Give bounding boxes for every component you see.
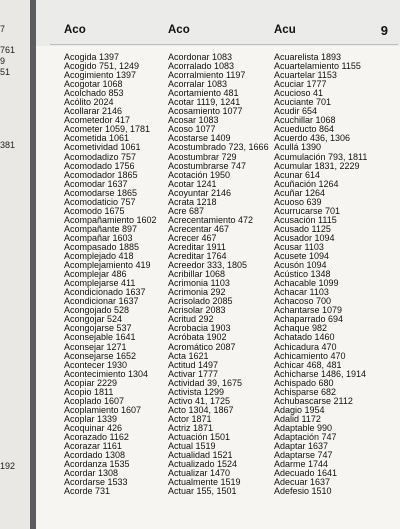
dictionary-entry: Acomodarse 1865	[64, 187, 138, 198]
dictionary-entry: Acortamiento 481	[168, 88, 239, 99]
dictionary-entry: Acorralmiento 1197	[168, 70, 246, 81]
dictionary-entry: Acontecimiento 1304	[64, 368, 149, 379]
dictionary-entry: Achicamiento 470	[274, 350, 346, 361]
dictionary-entry: Acrimonia 292	[168, 287, 226, 298]
dictionary-entry: Acollarar 2146	[64, 106, 123, 117]
dictionary-entry: Achatado 1460	[274, 332, 335, 343]
dictionary-entry: Acto 1304, 1867	[168, 404, 234, 415]
dictionary-entry: Actual 1519	[168, 441, 216, 452]
margin-fragment: 7	[0, 24, 6, 34]
dictionary-entry: Acuartelamiento 1155	[274, 61, 361, 72]
dictionary-entry: Acuartelar 1153	[274, 70, 337, 81]
dictionary-entry: Acotar 1241	[168, 178, 217, 189]
dictionary-entry: Acunar 614	[274, 169, 321, 180]
dictionary-entry: Acrobacia 1903	[168, 323, 231, 334]
dictionary-entry: Acusador 1094	[274, 232, 335, 243]
dictionary-entry: Actualmente 1519	[168, 477, 241, 488]
page-number: 9	[380, 23, 388, 38]
dictionary-entry: Adagio 1954	[274, 404, 325, 415]
dictionary-entry: Acongojarse 537	[64, 323, 132, 334]
dictionary-entry: Acontecer 1930	[64, 359, 128, 370]
dictionary-entry: Acoplar 1339	[64, 413, 118, 424]
dictionary-entry: Acreditar 1911	[168, 241, 226, 252]
dictionary-entry: Acusado 1125	[274, 223, 331, 234]
dictionary-entry: Acuñar 1264	[274, 187, 326, 198]
dictionary-entry: Acostarse 1409	[168, 133, 231, 144]
header-middle-guide-word: Aco	[168, 24, 190, 36]
margin-fragment: 192	[0, 461, 16, 471]
dictionary-entry: Acuciante 701	[274, 97, 332, 108]
dictionary-entry: Acometividad 1061	[64, 142, 141, 153]
dictionary-entry: Acompañante 897	[64, 223, 138, 234]
dictionary-entry: Acústico 1348	[274, 269, 331, 280]
dictionary-entry: Acoso 1077	[168, 124, 216, 135]
dictionary-entry: Acoyuntar 2146	[168, 187, 232, 198]
dictionary-entry: Acorazar 1161	[64, 441, 122, 452]
dictionary-entry: Acumulación 793, 1811	[274, 151, 368, 162]
dictionary-entry: Achacar 1103	[274, 287, 329, 298]
dictionary-entry: Acoquinar 426	[64, 422, 123, 433]
dictionary-entry: Adaptarse 747	[274, 450, 333, 461]
entries-column-2	[168, 53, 269, 496]
dictionary-entry: Acolchado 853	[64, 88, 124, 99]
dictionary-entry: Acordado 1308	[64, 450, 126, 461]
dictionary-entry: Acongojado 528	[64, 305, 130, 316]
dictionary-entry: Acomplejar 486	[64, 269, 127, 280]
dictionary-entry: Achantarse 1079	[274, 305, 343, 316]
dictionary-entry: Acromático 2087	[168, 341, 236, 352]
dictionary-entry: Acomodaticio 757	[64, 196, 136, 207]
dictionary-entry: Actuación 1501	[168, 431, 231, 442]
dictionary-entry: Acomplejado 418	[64, 251, 134, 262]
dictionary-entry: Acrisolado 2085	[168, 296, 233, 307]
dictionary-entry: Adefesio 1510	[274, 486, 332, 497]
dictionary-entry: Acuarelista 1893	[274, 52, 342, 62]
dictionary-entry: Acorazado 1162	[64, 431, 129, 442]
dictionary-entry: Aconsejarse 1652	[64, 350, 137, 361]
dictionary-entry: Acordar 1308	[64, 468, 119, 479]
dictionary-entry: Acotar 1119, 1241	[168, 97, 241, 108]
dictionary-entry: Acometida 1061	[64, 133, 130, 144]
dictionary-entry: Actuar 155, 1501	[168, 486, 237, 497]
dictionary-entry: Adecuado 1641	[274, 468, 338, 479]
dictionary-entry: Acomodo 1675	[64, 205, 125, 216]
dictionary-page	[36, 0, 400, 529]
dictionary-entry: Acólito 2024	[64, 97, 114, 108]
dictionary-entry: Adecuar 1637	[274, 477, 331, 488]
dictionary-entry: Achacoso 700	[274, 296, 332, 307]
previous-page-edge	[0, 0, 30, 529]
page-header	[36, 0, 400, 46]
dictionary-entry: Actualizado 1524	[168, 459, 238, 470]
dictionary-entry: Acogotar 1068	[64, 79, 123, 90]
dictionary-entry: Acomodar 1637	[64, 178, 128, 189]
dictionary-entry: Acreedor 333, 1805	[168, 260, 248, 271]
dictionary-entry: Acritud 292	[168, 314, 214, 325]
dictionary-entry: Acomodadizo 757	[64, 151, 137, 162]
entries-column-1	[64, 53, 157, 496]
dictionary-entry: Acompañar 1603	[64, 232, 133, 243]
dictionary-entry: Acomodado 1756	[64, 160, 135, 171]
dictionary-entry: Acogimiento 1397	[64, 70, 137, 81]
dictionary-entry: Achisparse 682	[274, 386, 337, 397]
dictionary-entry: Acreditar 1764	[168, 251, 227, 262]
header-right-guide-word: Acu	[274, 24, 296, 36]
dictionary-entry: Achaparrado 694	[274, 314, 344, 325]
dictionary-entry: Acuciar 1777	[274, 79, 327, 90]
dictionary-entry: Acondicionado 1637	[64, 287, 146, 298]
dictionary-entry: Acusón 1094	[274, 260, 327, 271]
dictionary-entry: Actualidad 1521	[168, 450, 233, 461]
dictionary-entry: Acometedor 417	[64, 115, 131, 126]
dictionary-entry: Acorde 731	[64, 486, 111, 497]
dictionary-entry: Acoplamiento 1607	[64, 404, 142, 415]
margin-fragment: 381	[0, 140, 16, 150]
dictionary-entry: Achicadura 470	[274, 341, 337, 352]
dictionary-entry: Acrisolar 2083	[168, 305, 226, 316]
dictionary-entry: Acogida 1397	[64, 52, 120, 62]
dictionary-entry: Acosamiento 1077	[168, 106, 243, 117]
margin-fragment: 761	[0, 45, 16, 55]
dictionary-entry: Acostumbrado 723, 1666	[168, 142, 269, 153]
margin-fragment: 51	[0, 67, 11, 77]
dictionary-entry: Acordonar 1083	[168, 52, 233, 62]
dictionary-entry: Aconsejar 1271	[64, 341, 127, 352]
dictionary-entry: Achaque 982	[274, 323, 328, 334]
dictionary-entry: Acusación 1115	[274, 214, 337, 225]
dictionary-entry: Activar 1777	[168, 368, 219, 379]
dictionary-entry: Acrata 1218	[168, 196, 217, 207]
dictionary-entry: Acrecentamiento 472	[168, 214, 254, 225]
dictionary-entry: Aconsejable 1641	[64, 332, 136, 343]
dictionary-entry: Achacable 1099	[274, 278, 339, 289]
dictionary-entry: Adaptable 990	[274, 422, 333, 433]
dictionary-entry: Acosar 1083	[168, 115, 219, 126]
dictionary-entry: Actriz 1871	[168, 422, 214, 433]
dictionary-entry: Adarme 1744	[274, 459, 329, 470]
dictionary-entry: Activo 41, 1725	[168, 395, 231, 406]
dictionary-entry: Acurrucarse 701	[274, 205, 341, 216]
dictionary-entry: Acongojar 524	[64, 314, 123, 325]
dictionary-entry: Acusete 1094	[274, 251, 330, 262]
dictionary-entry: Achispado 680	[274, 377, 334, 388]
dictionary-entry: Acompañamiento 1602	[64, 214, 157, 225]
dictionary-entry: Acta 1621	[168, 350, 209, 361]
dictionary-entry: Acróbata 1902	[168, 332, 227, 343]
dictionary-entry: Acotación 1950	[168, 169, 231, 180]
dictionary-entry: Achubascarse 2112	[274, 395, 353, 406]
dictionary-entry: Achicharse 1486, 1914	[274, 368, 367, 379]
dictionary-entry: Acompasado 1885	[64, 241, 140, 252]
entries-column-3	[274, 53, 367, 496]
dictionary-entry: Acordanza 1535	[64, 459, 130, 470]
dictionary-entry: Acullá 1390	[274, 142, 322, 153]
dictionary-entry: Adaptación 747	[274, 431, 337, 442]
dictionary-entry: Acopiar 2229	[64, 377, 118, 388]
dictionary-entry: Acrecentar 467	[168, 223, 230, 234]
dictionary-entry: Acondicionar 1637	[64, 296, 139, 307]
dictionary-entry: Acoplado 1607	[64, 395, 125, 406]
dictionary-entry: Acuerdo 436, 1306	[274, 133, 351, 144]
dictionary-entry: Acuñación 1264	[274, 178, 339, 189]
dictionary-entry: Adaptar 1637	[274, 441, 329, 452]
margin-fragment: 9	[0, 56, 6, 66]
dictionary-entry: Acopio 1811	[64, 386, 114, 397]
dictionary-entry: Acrimonia 1103	[168, 278, 230, 289]
dictionary-entry: Acuoso 639	[274, 196, 322, 207]
dictionary-entry: Achicar 468, 481	[274, 359, 342, 370]
dictionary-entry: Acribillar 1068	[168, 269, 226, 280]
dictionary-entry: Acudir 654	[274, 106, 318, 117]
dictionary-entry: Acorralado 1083	[168, 61, 235, 72]
dictionary-entry: Actitud 1497	[168, 359, 219, 370]
dictionary-entry: Acusar 1103	[274, 241, 324, 252]
dictionary-entry: Actualizar 1470	[168, 468, 231, 479]
dictionary-entry: Acucioso 41	[274, 88, 324, 99]
dictionary-entry: Acordarse 1533	[64, 477, 128, 488]
dictionary-entry: Acueducto 864	[274, 124, 335, 135]
dictionary-entry: Acomplejarse 411	[64, 278, 136, 289]
dictionary-entry: Acumular 1831, 2229	[274, 160, 360, 171]
dictionary-entry: Acre 687	[168, 205, 205, 216]
dictionary-entry: Acostumbrar 729	[168, 151, 237, 162]
dictionary-entry: Acostumbrarse 747	[168, 160, 247, 171]
dictionary-entry: Acomodador 1865	[64, 169, 138, 180]
dictionary-entry: Acuchillar 1068	[274, 115, 336, 126]
header-divider	[50, 44, 398, 45]
dictionary-entry: Acometer 1059, 1781	[64, 124, 151, 135]
dictionary-entry: Acogido 751, 1249	[64, 61, 140, 72]
dictionary-entry: Acomplejamiento 419	[64, 260, 151, 271]
dictionary-entry: Adalid 1172	[274, 413, 321, 424]
dictionary-entry: Activista 1299	[168, 386, 225, 397]
header-left-guide-word: Aco	[64, 24, 86, 36]
dictionary-entry: Actividad 39, 1675	[168, 377, 243, 388]
dictionary-entry: Actor 1871	[168, 413, 212, 424]
dictionary-entry: Acorralar 1083	[168, 79, 228, 90]
dictionary-entry: Acrecer 467	[168, 232, 217, 243]
